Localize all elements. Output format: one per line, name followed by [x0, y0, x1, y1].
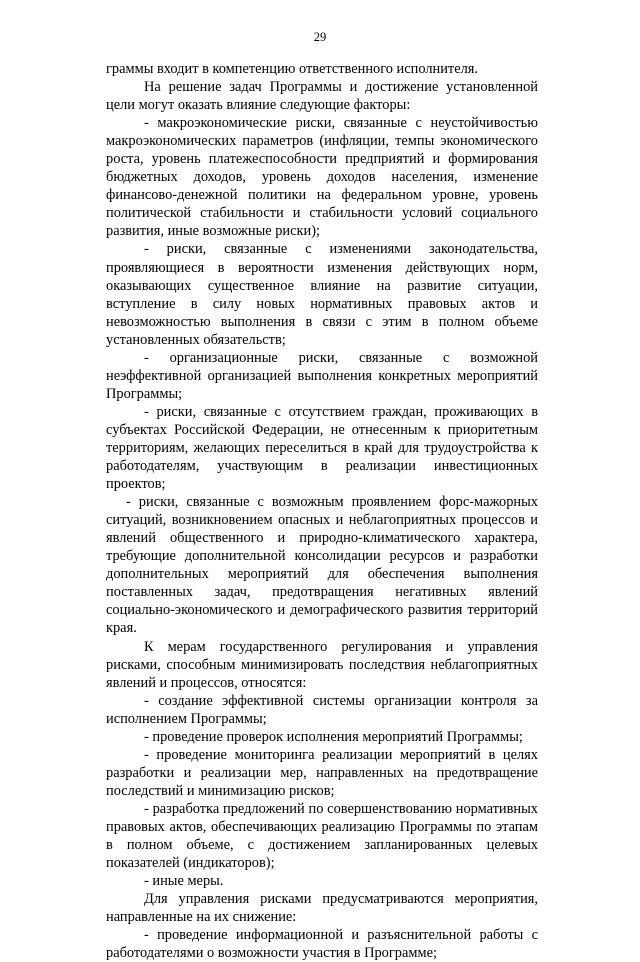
list-item: - проведение информационной и разъяснительной работы с работодателями о возможности участия в Программе; [106, 927, 538, 962]
paragraph: граммы входит в компетенцию ответственного исполнителя. [106, 61, 479, 77]
paragraph: К мерам государственного регулирования и управления рисками, способным минимизировать последствия неблагоприятных явлений и процессов, относятся: [106, 638, 538, 691]
paragraph: Для управления рисками предусматриваются мероприятия, направленные на их снижение: [106, 891, 538, 926]
document-body [106, 60, 538, 962]
list-item: - иные меры. [144, 873, 224, 890]
list-item: - проведение мониторинга реализации мероприятий в целях разработки и реализации мер, направленных на предотвращение последствий и минимизацию рисков; [106, 746, 538, 799]
list-item: - создание эффективной системы организации контроля за исполнением Программы; [106, 692, 538, 727]
page-number: 29 [313, 30, 327, 44]
list-item: - риски, связанные с изменениями законодательства, проявляющиеся в вероятности изменения действующих норм, оказывающих существенное влияние на развитие ситуации, вступление в силу новых нормативных правовых актов и невозможностью выполнения в связи с этим в полном объеме установленных обязательств; [106, 241, 538, 348]
list-item: - организационные риски, связанные с возможной неэффективной организацией выполнения конкретных мероприятий Программы; [106, 349, 538, 402]
list-item: - разработка предложений по совершенствованию нормативных правовых актов, обеспечивающих реализацию Программы по этапам в полном объеме, с достижением запланированных целевых показателей (индикаторов); [106, 800, 538, 872]
list-item: - риски, связанные с возможным проявлением форс-мажорных ситуаций, возникновением опасных и неблагоприятных процессов и явлений общественного и природно-климатического характера, требующие дополнительной консолидации ресурсов и разработки дополнительных мероприятий для обеспечения выполнения поставленных задач, предотвращения негативных явлений социально-экономического и демографического развития территорий края. [106, 494, 538, 637]
paragraph: На решение задач Программы и достижение установленной цели могут оказать влияние следующие факторы: [106, 79, 538, 114]
list-item: - проведение проверок исполнения мероприятий Программы; [144, 728, 523, 745]
list-item: - макроэкономические риски, связанные с неустойчивостью макроэкономических параметров (инфляции, темпы экономического роста, уровень платежеспособности предприятий и формирования бюджетных доходов, уровень доходов населения, изменение финансово-денежной политики на федеральном уровне, уровень политической стабильности и стабильности условий социального развития, иные возможные риски); [106, 115, 538, 240]
list-item: - риски, связанные с отсутствием граждан, проживающих в субъектах Российской Федерации, не отнесенным к приоритетным территориям, желающих переселиться в край для трудоустройства к работодателям, участвующим в реализации инвестиционных проектов; [106, 403, 538, 493]
